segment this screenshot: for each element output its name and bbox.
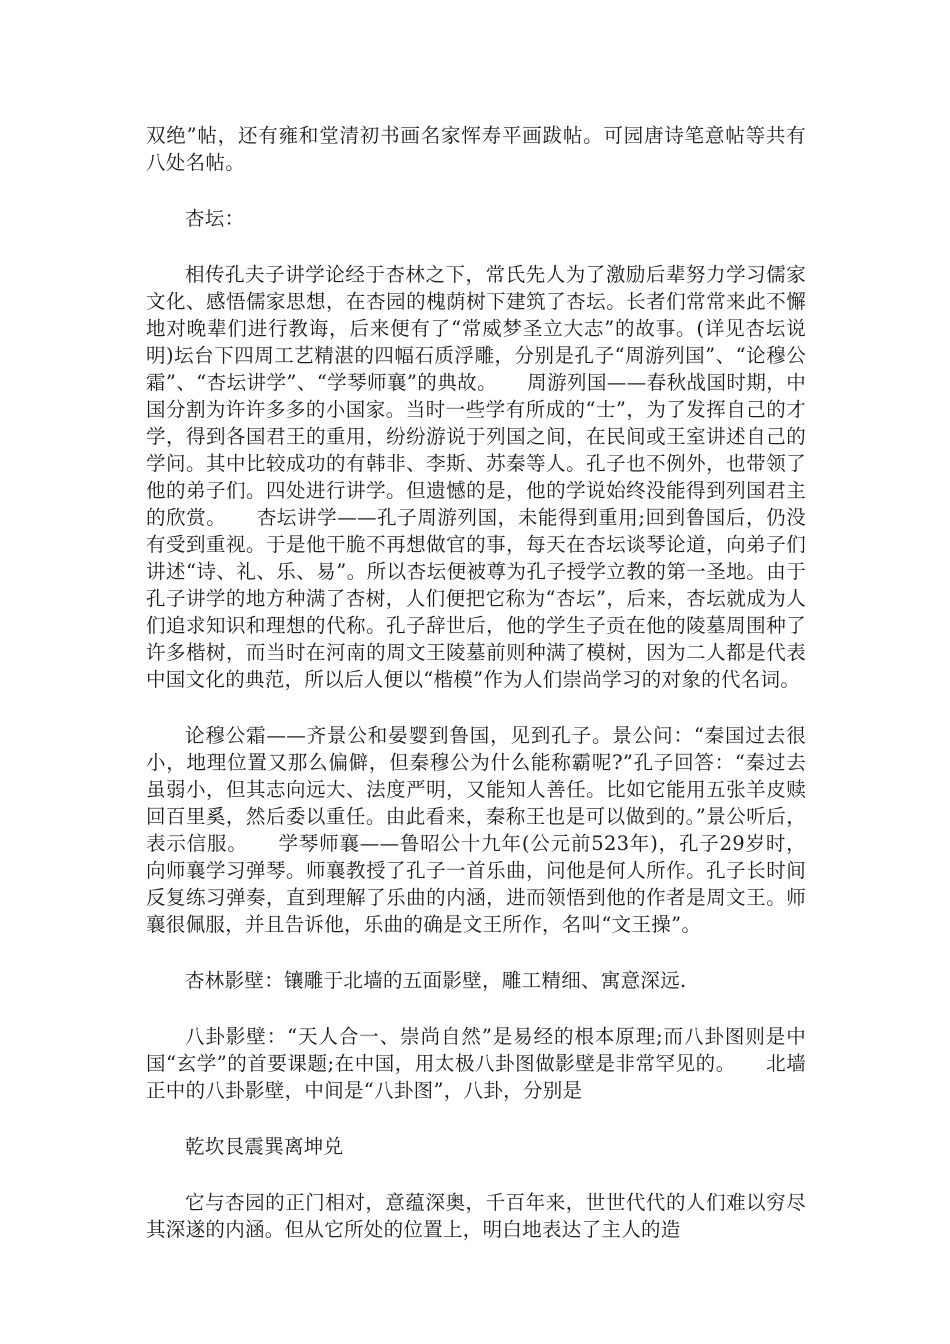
- document-page: [146, 122, 806, 1272]
- section-heading-xingtan: 杏坛：: [185, 207, 245, 230]
- paragraph-lunmugongshuang: 论穆公霜——齐景公和晏婴到鲁国，见到孔子。景公问：“秦国过去很小，地理位置又那么偏僻，但秦穆公为什么能称霸呢?”孔子回答：“秦过去虽弱小，但其志向远大、法度严明，又能知人善任。比如它能用五张羊皮赎回百里奚，然后委以重任。由此看来，秦称王也是可以做到的。”景公听后，表示信服。 学琴师襄——鲁昭公十九年(公元前523年)，孔子29岁时，向师襄学习弹琴。师襄教授了孔子一首乐曲，问他是何人所作。孔子长时间反复练习弹奏，直到理解了乐曲的内涵，进而领悟到他的作者是周文王。师襄很佩服，并且告诉他，乐曲的确是文王所作，名叫“文王操”。: [146, 724, 806, 936]
- paragraph-xingtan-description: 相传孔夫子讲学论经于杏林之下，常氏先人为了激励后辈努力学习儒家文化、感悟儒家思想，在杏园的槐荫树下建筑了杏坛。长者们常常来此不懈地对晚辈们进行教诲，后来便有了“常威梦圣立大志”的故事。(详见杏坛说明)坛台下四周工艺精湛的四幅石质浮雕，分别是孔子“周游列国”、“论穆公霜”、“杏坛讲学”、“学琴师襄”的典故。 周游列国——春秋战国时期，中国分割为许许多多的小国家。当时一些学有所成的“士”，为了发挥自己的才学，得到各国君王的重用，纷纷游说于列国之间，在民间或王室讲述自己的学问。其中比较成功的有韩非、李斯、苏秦等人。孔子也不例外，也带领了他的弟子们。四处进行讲学。但遗憾的是，他的学说始终没能得到列国君主的欣赏。 杏坛讲学——孔子周游列国，未能得到重用;回到鲁国后，仍没有受到重视。于是他干脆不再想做官的事，每天在杏坛谈琴论道，向弟子们讲述“诗、礼、乐、易”。所以杏坛便被尊为孔子授学立教的第一圣地。由于孔子讲学的地方种满了杏树，人们便把它称为“杏坛”，后来，杏坛就成为人们追求知识和理想的代称。孔子辞世后，他的学生子贡在他的陵墓周围种了许多楷树，而当时在河南的周文王陵墓前则种满了模树，因为二人都是代表中国文化的典范，所以后人便以“楷模”作为人们崇尚学习的对象的代名词。: [146, 263, 806, 691]
- paragraph-continuation: 双绝”帖，还有雍和堂清初书画名家恽寿平画跋帖。可园唐诗笔意帖等共有八处名帖。: [146, 124, 806, 174]
- paragraph-bagua-names: 乾坎艮震巽离坤兑: [185, 1135, 344, 1158]
- paragraph-xinglin-yingbi: 杏林影壁：镶雕于北墙的五面影壁，雕工精细、寓意深远.: [185, 969, 687, 992]
- paragraph-zhengmen: 它与杏园的正门相对，意蕴深奥，千百年来，世世代代的人们难以穷尽其深遂的内涵。但从它所处的位置上，明白地表达了主人的造: [146, 1191, 806, 1241]
- paragraph-bagua-yingbi: 八卦影壁：“天人合一、崇尚自然”是易经的根本原理;而八卦图则是中国“玄学”的首要课题;在中国，用太极八卦图做影壁是非常罕见的。 北墙正中的八卦影壁，中间是“八卦图”，八卦，分别是: [146, 1025, 806, 1102]
